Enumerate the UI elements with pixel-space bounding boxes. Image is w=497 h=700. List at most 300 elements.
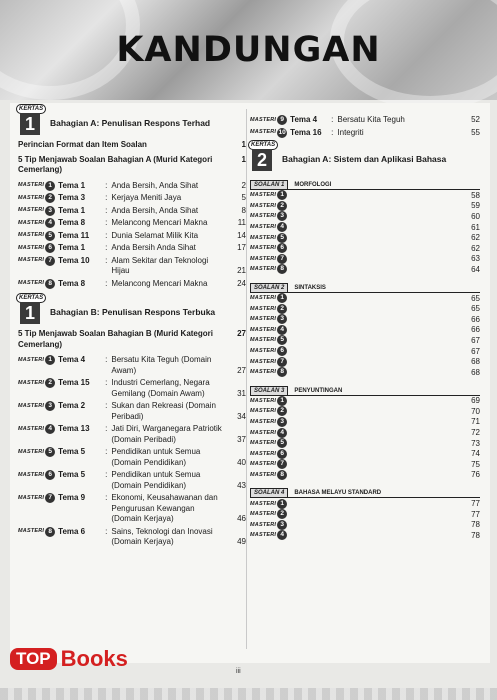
logo-top: TOP (10, 648, 57, 670)
colon: : (105, 205, 108, 215)
masteri-badge (18, 447, 55, 457)
soalan-item (250, 519, 480, 530)
kertas-badge (18, 295, 44, 325)
masteri-label: MASTERI (250, 266, 277, 273)
masteri-number: 2 (277, 509, 287, 519)
page-ref: 66 (471, 325, 480, 335)
masteri-label: MASTERI (18, 494, 45, 501)
masteri-badge (18, 470, 55, 480)
soalan-header (250, 179, 480, 190)
soalan-item (250, 417, 480, 428)
page-ref: 8 (241, 205, 246, 215)
page-ref: 14 (237, 230, 246, 240)
masteri-number: 8 (277, 367, 287, 377)
masteri-number: 6 (45, 470, 55, 480)
masteri-number: 1 (45, 181, 55, 191)
page-ref: 60 (471, 211, 480, 221)
masteri-badge (250, 417, 287, 427)
masteri-number: 3 (45, 206, 55, 216)
masteri-badge (250, 304, 287, 314)
colon: : (331, 127, 334, 137)
kertas-label: KERTAS (248, 140, 278, 150)
masteri-badge (18, 256, 55, 266)
masteri-number: 8 (277, 470, 287, 480)
tema-label: Tema 8 (58, 218, 86, 227)
masteri-label: MASTERI (18, 448, 45, 455)
colon: : (105, 230, 108, 240)
tema-label: Tema 3 (58, 193, 86, 202)
colon: : (105, 278, 108, 288)
page-ref: 49 (237, 537, 246, 546)
page-ref: 2 (241, 180, 246, 190)
masteri-badge (18, 193, 55, 203)
masteri-label: MASTERI (250, 369, 277, 376)
masteri-number: 4 (277, 222, 287, 232)
entry-description: Pendidikan untuk Semua (Domain Pendidikan) (111, 447, 201, 467)
page-ref: 59 (471, 201, 480, 211)
soalan-label: SOALAN 4 (250, 488, 288, 497)
colon: : (105, 424, 108, 433)
entry-description: Ekonomi, Keusahawanan dan Pengurusan Kewangan (Domain Kerjaya) (111, 493, 218, 523)
page-ref: 55 (471, 127, 480, 137)
entry-description: Industri Cemerlang, Negara Gemilang (Domain Awam) (111, 378, 210, 398)
entry-description: Integriti (337, 127, 364, 137)
masteri-label: MASTERI (18, 194, 45, 201)
colon: : (105, 447, 108, 456)
masteri-label: MASTERI (18, 528, 45, 535)
masteri-number: 1 (277, 396, 287, 406)
entry-description: Jati Diri, Warganegara Patriotik (Domain Peribadi) (111, 424, 222, 444)
masteri-badge (250, 396, 287, 406)
page-ref: 77 (471, 509, 480, 519)
soalan-item (250, 293, 480, 304)
masteri-number: 7 (277, 357, 287, 367)
page-ref: 73 (471, 438, 480, 448)
soalan-item (250, 222, 480, 233)
masteri-number: 8 (45, 279, 55, 289)
column-divider (246, 109, 247, 649)
page-ref: 64 (471, 264, 480, 274)
masteri-label: MASTERI (250, 192, 277, 199)
tema-label: Tema 5 (58, 447, 86, 456)
soalan-item (250, 509, 480, 520)
page-ref: 74 (471, 449, 480, 459)
soalan-header (250, 385, 480, 396)
colon: : (105, 180, 108, 190)
masteri-number: 7 (277, 459, 287, 469)
masteri-number: 4 (45, 218, 55, 228)
intro-text: 5 Tip Menjawab Soalan Bahagian B (Murid Kategori Cemerlang) (18, 329, 213, 349)
toc-entry (18, 355, 246, 376)
soalan-label: SOALAN 2 (250, 283, 288, 292)
masteri-badge (250, 222, 287, 232)
toc-entry (18, 231, 246, 242)
masteri-badge (250, 254, 287, 264)
soalan-topic: MORFOLOGI (294, 182, 332, 188)
entry-description: Alam Sekitar dan Teknologi Hijau (111, 255, 209, 275)
masteri-number: 4 (277, 530, 287, 540)
page-ref: 27 (237, 329, 246, 338)
page-ref: 34 (237, 411, 246, 421)
masteri-number: 3 (277, 417, 287, 427)
kertas-badge (250, 142, 276, 172)
page-ref: 27 (237, 365, 246, 375)
masteri-number: 8 (45, 527, 55, 537)
masteri-number: 6 (277, 243, 287, 253)
masteri-label: MASTERI (18, 356, 45, 363)
section-heading (18, 106, 246, 136)
entry-description: Pendidikan untuk Semua (Domain Pendidikan) (111, 470, 201, 490)
page-number: iii (236, 668, 241, 675)
soalan-topic: PENYUNTINGAN (294, 387, 343, 394)
soalan-item (250, 211, 480, 222)
masteri-number: 3 (277, 520, 287, 530)
intro-text: 5 Tip Menjawab Soalan Bahagian A (Murid Kategori Cemerlang) (18, 154, 213, 174)
intro-line (18, 329, 246, 350)
entry-description: Melancong Mencari Makna (111, 278, 208, 288)
kertas-label: KERTAS (16, 104, 46, 114)
tema-label: Tema 8 (58, 278, 86, 288)
soalan-header (250, 282, 480, 293)
page-ref: 68 (471, 357, 480, 367)
soalan-item (250, 314, 480, 325)
toc-entry (18, 527, 246, 548)
kertas-badge (18, 106, 44, 136)
toc-entry (250, 115, 480, 126)
toc-entry (18, 493, 246, 525)
page-ref: 69 (471, 396, 480, 406)
masteri-label: MASTERI (250, 450, 277, 457)
colon: : (105, 378, 108, 387)
masteri-label: MASTERI (250, 397, 277, 404)
masteri-badge (250, 314, 287, 324)
page-ref: 11 (237, 218, 246, 227)
entry-description: Dunia Selamat Milik Kita (111, 230, 199, 240)
masteri-badge (18, 355, 55, 365)
masteri-number: 3 (45, 401, 55, 411)
masteri-number: 2 (277, 201, 287, 211)
masteri-badge (250, 428, 287, 438)
colon: : (105, 355, 108, 364)
tema-label: Tema 1 (58, 180, 86, 190)
soalan-item (250, 303, 480, 314)
masteri-badge (250, 459, 287, 469)
masteri-badge (250, 211, 287, 221)
masteri-label: MASTERI (18, 257, 45, 264)
masteri-badge (250, 233, 287, 243)
masteri-label: MASTERI (250, 255, 277, 262)
soalan-item (250, 264, 480, 275)
masteri-badge (250, 406, 287, 416)
masteri-badge (250, 530, 287, 540)
kertas-label: KERTAS (16, 293, 46, 303)
masteri-label: MASTERI (250, 348, 277, 355)
masteri-label: MASTERI (250, 461, 277, 468)
soalan-item (250, 325, 480, 336)
masteri-number: 1 (277, 293, 287, 303)
tema-label: Tema 10 (58, 255, 90, 265)
soalan-item (250, 356, 480, 367)
intro-text: Perincian Format dan Item Soalan (18, 140, 147, 149)
masteri-badge (18, 401, 55, 411)
page-ref: 58 (471, 190, 480, 200)
masteri-number: 7 (277, 254, 287, 264)
tema-label: Tema 4 (290, 115, 318, 124)
masteri-badge (250, 499, 287, 509)
masteri-label: MASTERI (250, 429, 277, 436)
tema-label: Tema 1 (58, 243, 86, 252)
colon: : (105, 526, 108, 536)
page-ref: 21 (237, 266, 246, 275)
masteri-label: MASTERI (250, 316, 277, 323)
entry-description: Anda Bersih, Anda Sihat (111, 180, 199, 190)
toc-entry (18, 206, 246, 217)
toc-entry (250, 128, 480, 139)
masteri-number: 4 (277, 428, 287, 438)
soalan-item (250, 254, 480, 265)
masteri-label: MASTERI (18, 379, 45, 386)
masteri-badge (250, 293, 287, 303)
toc-entry (18, 424, 246, 445)
masteri-label: MASTERI (250, 440, 277, 447)
masteri-label: MASTERI (250, 471, 277, 478)
tema-label: Tema 11 (58, 230, 90, 240)
entry-description: Anda Bersih Anda Sihat (111, 243, 196, 252)
tema-label: Tema 6 (58, 526, 86, 536)
masteri-badge (250, 190, 287, 200)
colon: : (105, 493, 108, 502)
masteri-label: MASTERI (18, 207, 45, 214)
masteri-badge (18, 218, 55, 228)
toc-entry (18, 447, 246, 468)
masteri-number: 9 (277, 115, 287, 125)
masteri-label: MASTERI (250, 408, 277, 415)
masteri-number: 1 (277, 190, 287, 200)
page-ref: 67 (471, 335, 480, 345)
masteri-number: 3 (277, 211, 287, 221)
masteri-label: MASTERI (18, 425, 45, 432)
colon: : (105, 401, 108, 410)
masteri-label: MASTERI (250, 521, 277, 528)
masteri-label: MASTERI (250, 213, 277, 220)
masteri-badge (250, 449, 287, 459)
tema-label: Tema 4 (58, 355, 86, 364)
toc-entry (18, 181, 246, 192)
masteri-label: MASTERI (250, 500, 277, 507)
masteri-number: 1 (45, 355, 55, 365)
page-ref: 65 (471, 304, 480, 314)
masteri-label: MASTERI (250, 202, 277, 209)
soalan-item (250, 232, 480, 243)
soalan-item (250, 346, 480, 357)
masteri-badge (250, 520, 287, 530)
header-banner (0, 0, 497, 100)
colon: : (105, 218, 108, 227)
section-heading (18, 295, 246, 325)
masteri-badge (250, 367, 287, 377)
masteri-label: MASTERI (250, 234, 277, 241)
masteri-number: 4 (45, 424, 55, 434)
entry-description: Sains, Teknologi dan Inovasi (Domain Kerjaya) (111, 526, 213, 546)
masteri-label: MASTERI (250, 245, 277, 252)
contents-page (10, 103, 490, 663)
masteri-number: 3 (277, 314, 287, 324)
soalan-item (250, 406, 480, 417)
masteri-label: MASTERI (250, 532, 277, 539)
section-heading (250, 142, 480, 172)
soalan-item (250, 190, 480, 201)
page-ref: 1 (241, 154, 246, 164)
masteri-number: 5 (45, 231, 55, 241)
masteri-label: MASTERI (250, 129, 277, 136)
soalan-item (250, 448, 480, 459)
logo-books: Books (60, 646, 128, 671)
toc-entry (18, 470, 246, 491)
masteri-badge (18, 206, 55, 216)
masteri-badge (250, 325, 287, 335)
masteri-badge (250, 335, 287, 345)
colon: : (105, 255, 108, 265)
masteri-number: 2 (45, 378, 55, 388)
masteri-number: 5 (45, 447, 55, 457)
page-ref: 70 (471, 406, 480, 416)
colon: : (105, 470, 108, 479)
masteri-number: 2 (277, 406, 287, 416)
tema-label: Tema 13 (58, 424, 90, 433)
masteri-label: MASTERI (250, 305, 277, 312)
soalan-item (250, 530, 480, 541)
masteri-label: MASTERI (18, 219, 45, 226)
masteri-label: MASTERI (250, 224, 277, 231)
masteri-number: 7 (45, 493, 55, 503)
soalan-topic: BAHASA MELAYU STANDARD (294, 490, 382, 497)
page-ref: 46 (237, 514, 246, 523)
soalan-item (250, 201, 480, 212)
page-ref: 31 (237, 388, 246, 398)
masteri-badge (250, 115, 287, 125)
soalan-label: SOALAN 1 (250, 180, 288, 189)
tema-label: Tema 15 (58, 378, 90, 387)
masteri-label: MASTERI (250, 418, 277, 425)
masteri-label: MASTERI (18, 182, 45, 189)
soalan-item (250, 396, 480, 407)
masteri-number: 10 (278, 128, 286, 136)
tema-label: Tema 1 (58, 205, 86, 215)
masteri-label: MASTERI (250, 116, 277, 123)
tema-label: Tema 5 (58, 470, 86, 479)
page-ref: 61 (471, 222, 480, 232)
page-ref: 75 (471, 459, 480, 469)
entry-description: Bersatu Kita Teguh (337, 115, 405, 124)
page-ref: 63 (471, 254, 480, 264)
masteri-badge (250, 438, 287, 448)
page-ref: 1 (241, 140, 246, 149)
colon: : (105, 243, 108, 252)
masteri-badge (18, 243, 55, 253)
kertas-number: 2 (252, 149, 272, 171)
soalan-item (250, 438, 480, 449)
masteri-badge (250, 264, 287, 274)
page-ref: 65 (471, 293, 480, 303)
masteri-number: 6 (45, 243, 55, 253)
intro-line (18, 140, 246, 151)
toc-entry (18, 193, 246, 204)
masteri-badge (18, 378, 55, 388)
soalan-item (250, 335, 480, 346)
page-ref: 5 (241, 193, 246, 202)
masteri-number: 8 (277, 264, 287, 274)
masteri-number: 4 (277, 325, 287, 335)
masteri-number: 7 (45, 256, 55, 266)
section-title: Bahagian A: Penulisan Respons Terhad (50, 118, 211, 128)
masteri-badge (250, 243, 287, 253)
masteri-badge (18, 493, 55, 503)
masteri-label: MASTERI (18, 471, 45, 478)
toc-entry (18, 256, 246, 277)
masteri-badge (250, 201, 287, 211)
page-ref: 62 (471, 243, 480, 253)
bottom-strip (0, 688, 497, 700)
page-ref: 76 (471, 470, 480, 480)
masteri-badge (18, 181, 55, 191)
entry-description: Anda Bersih, Anda Sihat (111, 205, 199, 215)
masteri-label: MASTERI (18, 232, 45, 239)
soalan-item (250, 427, 480, 438)
page-ref: 24 (237, 278, 246, 288)
masteri-label: MASTERI (18, 244, 45, 251)
masteri-badge (18, 424, 55, 434)
masteri-badge (18, 279, 55, 289)
kertas-number: 1 (20, 113, 40, 135)
masteri-number: 1 (277, 499, 287, 509)
masteri-label: MASTERI (250, 511, 277, 518)
masteri-badge (18, 231, 55, 241)
page-ref: 62 (471, 233, 480, 243)
toc-entry (18, 378, 246, 399)
masteri-label: MASTERI (18, 402, 45, 409)
soalan-header (250, 487, 480, 498)
entry-description: Sukan dan Rekreasi (Domain Peribadi) (111, 401, 216, 421)
masteri-label: MASTERI (250, 326, 277, 333)
toc-entry (18, 279, 246, 290)
tema-label: Tema 16 (290, 127, 322, 137)
soalan-label: SOALAN 3 (250, 386, 288, 395)
masteri-badge (250, 128, 287, 138)
tema-label: Tema 2 (58, 401, 86, 410)
soalan-item (250, 498, 480, 509)
colon: : (105, 193, 108, 202)
page-ref: 72 (471, 428, 480, 438)
page-ref: 66 (471, 314, 480, 324)
masteri-badge (18, 527, 55, 537)
page-ref: 71 (471, 417, 480, 427)
toc-entry (18, 218, 246, 229)
masteri-number: 2 (277, 304, 287, 314)
masteri-number: 6 (277, 346, 287, 356)
toc-entry (18, 401, 246, 422)
entry-description: Melancong Mencari Makna (111, 218, 208, 227)
soalan-item (250, 367, 480, 378)
page-ref: 43 (237, 480, 246, 490)
soalan-item (250, 470, 480, 481)
page-ref: 78 (471, 520, 480, 530)
masteri-label: MASTERI (250, 337, 277, 344)
page-ref: 17 (237, 243, 246, 252)
section-title: Bahagian B: Penulisan Respons Terbuka (50, 307, 216, 317)
page-title: KANDUNGAN (116, 30, 381, 70)
masteri-label: MASTERI (18, 280, 45, 287)
page-ref: 67 (471, 346, 480, 356)
